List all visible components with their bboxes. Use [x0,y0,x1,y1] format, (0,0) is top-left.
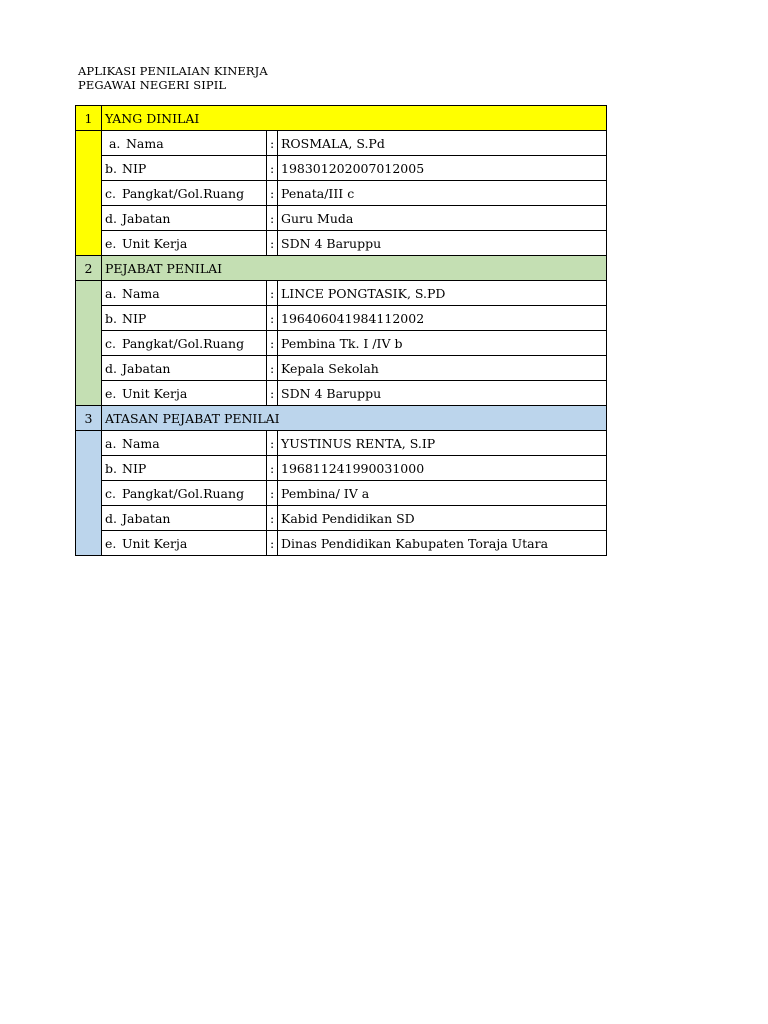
field-value: Pembina Tk. I /IV b [278,331,607,356]
field-colon: : [267,356,278,381]
section-title: ATASAN PEJABAT PENILAI [102,406,607,431]
section-header-pejabat-penilai [76,256,607,281]
field-value: Kabid Pendidikan SD [278,506,607,531]
section-color-band [76,431,102,556]
field-label: c. Pangkat/Gol.Ruang [102,481,267,506]
section-color-band [76,281,102,406]
title-line-1: APLIKASI PENILAIAN KINERJA [78,64,268,78]
field-label: c. Pangkat/Gol.Ruang [102,331,267,356]
table-row [76,156,607,181]
field-label: c. Pangkat/Gol.Ruang [102,181,267,206]
table-row [76,531,607,556]
field-colon: : [267,181,278,206]
field-value: ROSMALA, S.Pd [278,131,607,156]
field-colon: : [267,456,278,481]
section-color-band [76,131,102,256]
field-value: 196406041984112002 [278,306,607,331]
section-header-atasan-pejabat-penilai [76,406,607,431]
section-number: 1 [76,106,102,131]
employee-assessment-table [75,105,607,556]
field-label: d. Jabatan [102,506,267,531]
field-colon: : [267,431,278,456]
field-value: Dinas Pendidikan Kabupaten Toraja Utara [278,531,607,556]
field-label: a. Nama [102,131,267,156]
field-label: b. NIP [102,456,267,481]
field-label: e. Unit Kerja [102,231,267,256]
field-colon: : [267,131,278,156]
table-row [76,381,607,406]
table-row [76,481,607,506]
section-header-yang-dinilai [76,106,607,131]
field-colon: : [267,206,278,231]
field-colon: : [267,156,278,181]
field-label: e. Unit Kerja [102,531,267,556]
field-colon: : [267,331,278,356]
field-value: 198301202007012005 [278,156,607,181]
section-number: 3 [76,406,102,431]
table-row [76,331,607,356]
field-label: a. Nama [102,281,267,306]
table-row [76,356,607,381]
document-title [78,64,268,92]
section-number: 2 [76,256,102,281]
field-value: LINCE PONGTASIK, S.PD [278,281,607,306]
field-value: SDN 4 Baruppu [278,231,607,256]
field-label: b. NIP [102,306,267,331]
field-colon: : [267,381,278,406]
table-row [76,431,607,456]
field-colon: : [267,481,278,506]
field-colon: : [267,306,278,331]
section-title: PEJABAT PENILAI [102,256,607,281]
table-row [76,131,607,156]
table-row [76,281,607,306]
field-colon: : [267,231,278,256]
field-value: Guru Muda [278,206,607,231]
title-line-2: PEGAWAI NEGERI SIPIL [78,78,227,92]
field-colon: : [267,281,278,306]
field-label: a. Nama [102,431,267,456]
table-row [76,456,607,481]
field-value: SDN 4 Baruppu [278,381,607,406]
field-value: 196811241990031000 [278,456,607,481]
field-label: d. Jabatan [102,356,267,381]
field-colon: : [267,506,278,531]
section-title: YANG DINILAI [102,106,607,131]
table-row [76,306,607,331]
field-label: b. NIP [102,156,267,181]
field-colon: : [267,531,278,556]
table-row [76,206,607,231]
field-value: YUSTINUS RENTA, S.IP [278,431,607,456]
field-label: e. Unit Kerja [102,381,267,406]
field-label: d. Jabatan [102,206,267,231]
field-value: Penata/III c [278,181,607,206]
table-row [76,181,607,206]
table-row [76,506,607,531]
field-value: Pembina/ IV a [278,481,607,506]
field-value: Kepala Sekolah [278,356,607,381]
table-row [76,231,607,256]
